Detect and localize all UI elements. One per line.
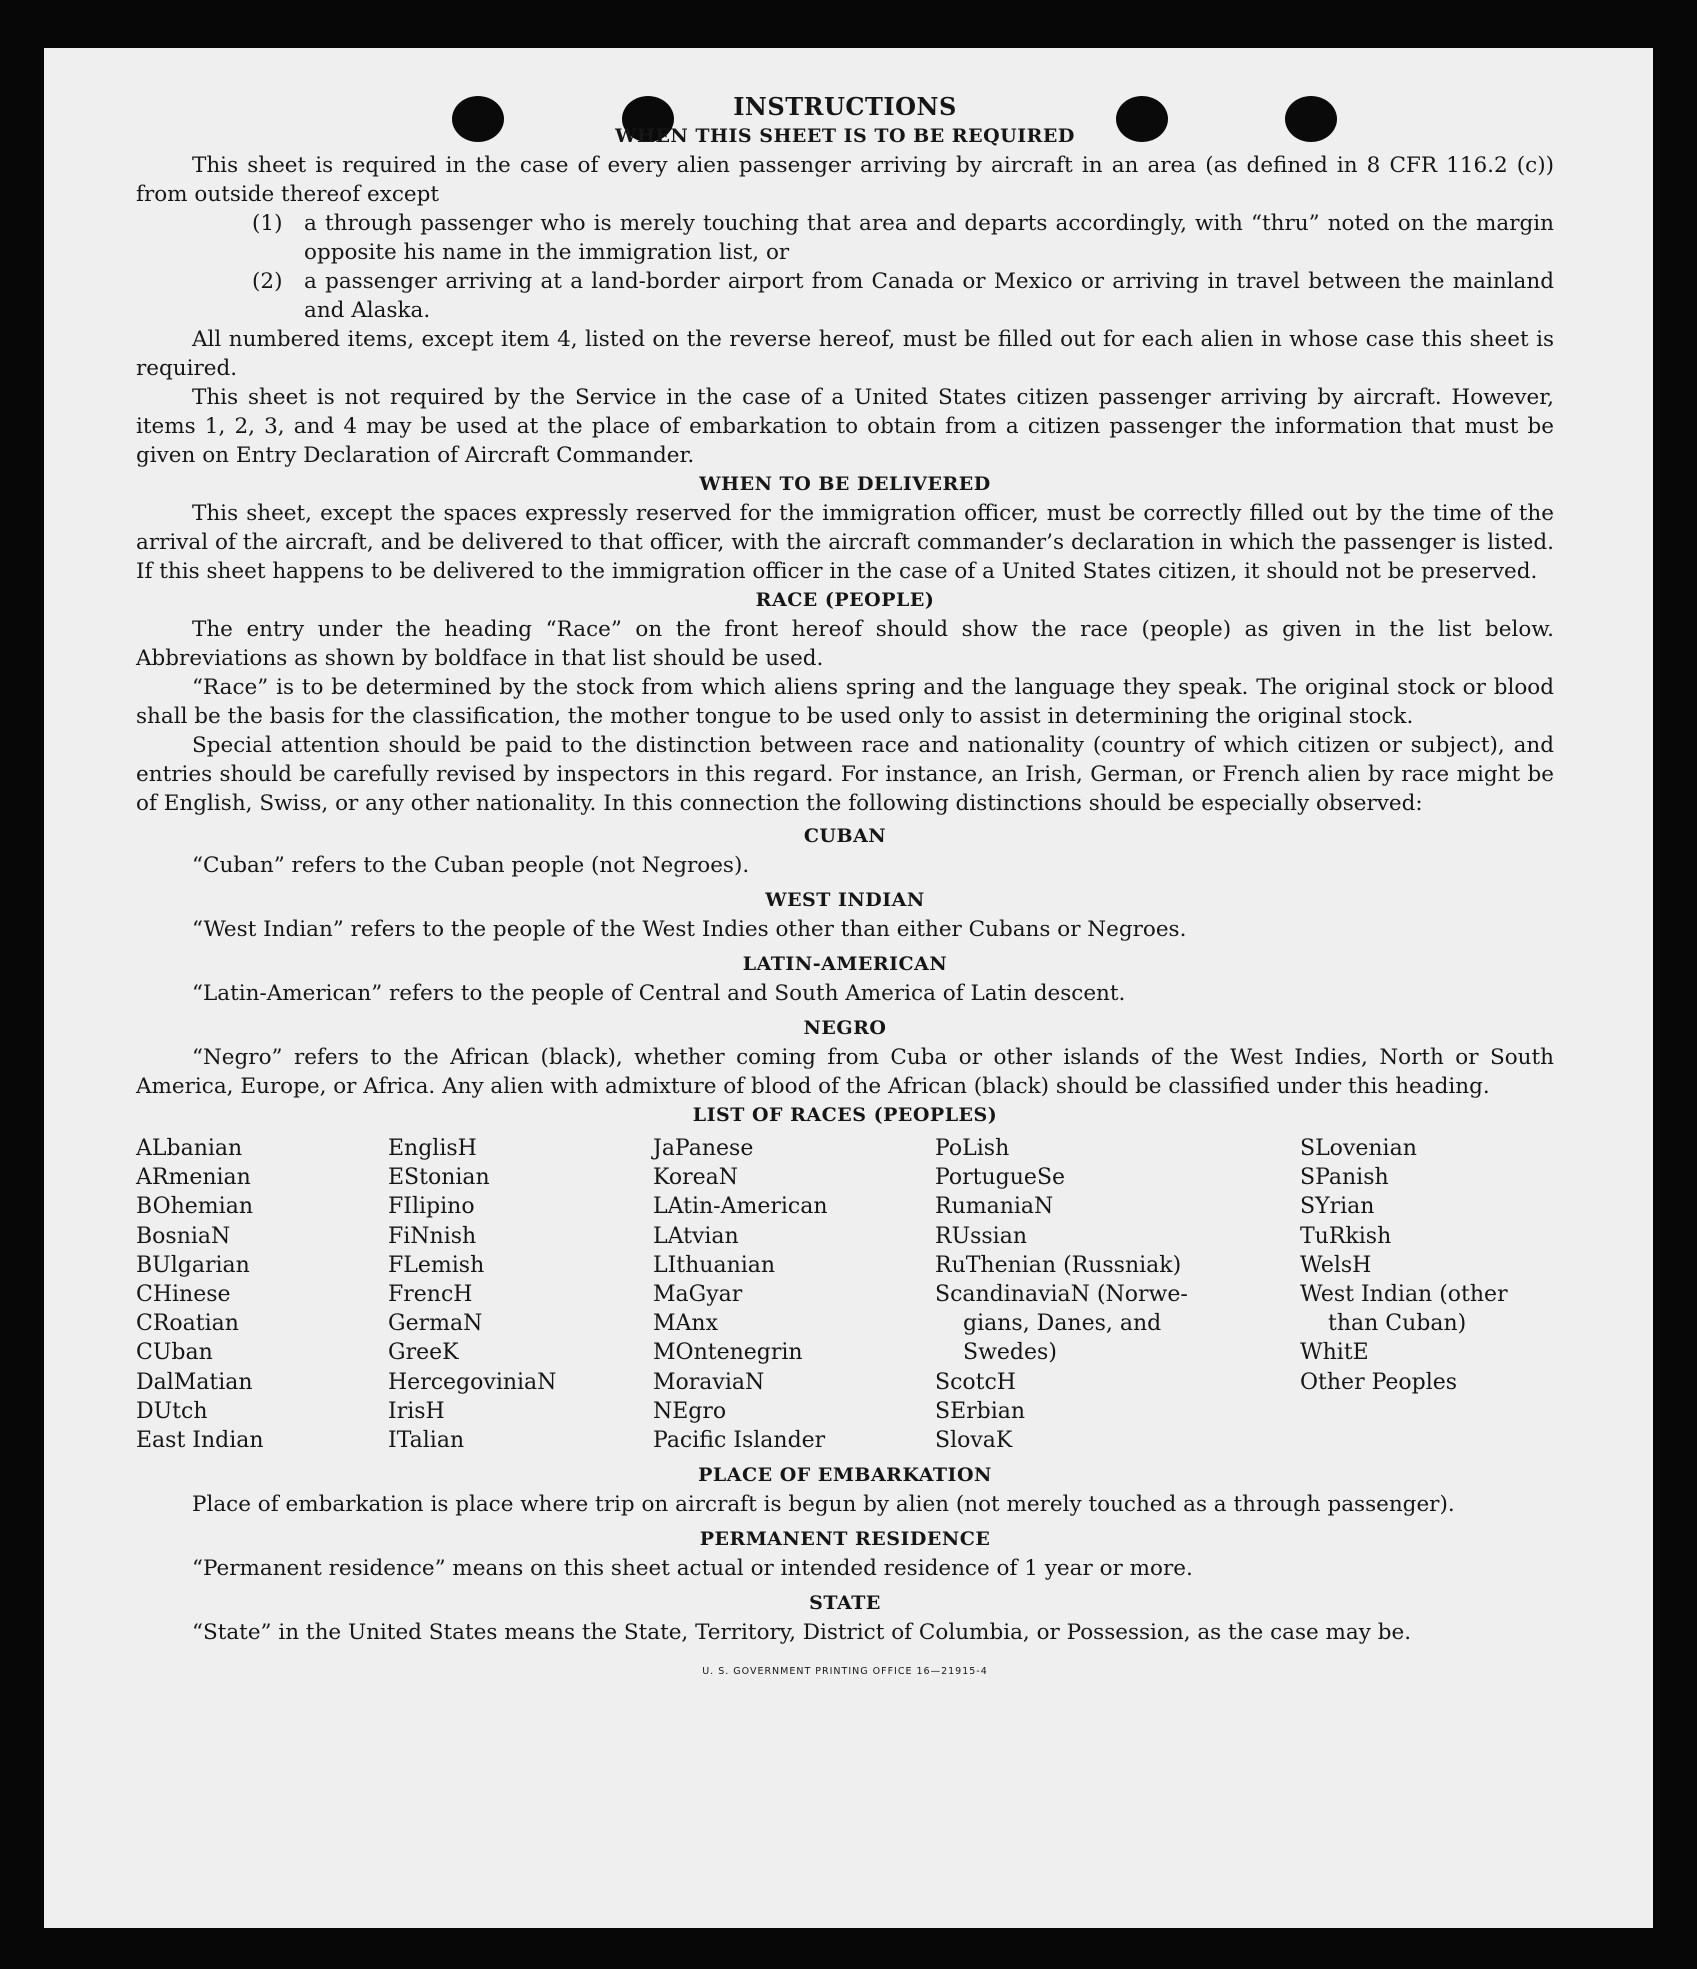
section-heading: PLACE OF EMBARKATION — [698, 1464, 992, 1487]
race-entry: SlovaK — [935, 1428, 1013, 1454]
paragraph: “Race” is to be determined by the stock from which aliens spring and the language they speak. The original stock or blood shall be the basis for the classification, the mother tongue to be used only to assist in determining the original stock. — [136, 675, 1554, 729]
race-entry: Swedes) — [963, 1340, 1057, 1366]
race-entry: HercegoviniaN — [388, 1369, 557, 1395]
section-heading: WHEN TO BE DELIVERED — [699, 473, 991, 495]
paragraph: Place of embarkation is place where trip on aircraft is begun by alien (not merely touched as a through passenger). — [192, 1492, 1455, 1518]
race-entry: ARmenian — [136, 1165, 251, 1191]
race-entry: WelsH — [1300, 1252, 1372, 1278]
race-entry: MAnx — [653, 1311, 718, 1337]
page-title: INSTRUCTIONS — [733, 92, 957, 121]
section-heading: RACE (PEOPLE) — [755, 589, 935, 611]
race-entry: West Indian (other — [1300, 1282, 1508, 1308]
races-column — [935, 1134, 1300, 1455]
race-entry: JaPanese — [653, 1136, 754, 1161]
race-entry: IrisH — [388, 1398, 445, 1424]
race-entry: LAtvian — [653, 1223, 739, 1249]
document-body — [136, 92, 1554, 1686]
races-column — [653, 1134, 935, 1455]
race-entry: MoraviaN — [653, 1369, 765, 1395]
races-column — [388, 1134, 653, 1455]
race-entry: CHinese — [136, 1282, 231, 1308]
paragraph: “Latin-American” refers to the people of Central and South America of Latin descent. — [192, 981, 1126, 1006]
paragraph: All numbered items, except item 4, listed on the reverse hereof, must be filled out for each alien in whose case this sheet is required. — [136, 327, 1554, 381]
section-heading: STATE — [809, 1592, 881, 1615]
race-entry: FrencH — [388, 1282, 473, 1308]
section-heading: NEGRO — [803, 1017, 887, 1039]
race-entry: gians, Danes, and — [963, 1311, 1162, 1337]
race-entry: SPanish — [1300, 1165, 1389, 1191]
race-entry: SLovenian — [1300, 1136, 1417, 1161]
race-entry: RuThenian (Russniak) — [935, 1252, 1182, 1278]
race-entry: DUtch — [136, 1398, 208, 1424]
section-heading: LIST OF RACES (PEOPLES) — [692, 1104, 998, 1126]
race-entry: ITalian — [388, 1428, 465, 1454]
paragraph: “Negro” refers to the African (black), whether coming from Cuba or other islands of the West Indies, North or South America, Europe, or Africa. Any alien with admixture of blood of the African (black) should be classified under this heading. — [136, 1045, 1554, 1099]
races-column — [136, 1134, 388, 1455]
race-entry: EStonian — [388, 1165, 490, 1191]
race-entry: than Cuban) — [1328, 1311, 1467, 1337]
race-entry: GermaN — [388, 1311, 483, 1337]
race-entry: Pacific Islander — [653, 1428, 826, 1454]
list-item — [136, 209, 1554, 267]
paragraph: “West Indian” refers to the people of the West Indies other than either Cubans or Negroes. — [192, 917, 1187, 942]
race-entry: TuRkish — [1300, 1223, 1392, 1249]
race-entry: ScotcH — [935, 1369, 1016, 1395]
race-entry: GreeK — [388, 1340, 459, 1366]
paragraph: “Cuban” refers to the Cuban people (not Negroes). — [192, 853, 750, 878]
race-entry: MOntenegrin — [653, 1340, 803, 1366]
item-text: a through passenger who is merely touching that area and departs accordingly, with “thru” noted on the margin opposite his name in the immigration list, or — [304, 211, 1554, 265]
race-entry: PortugueSe — [935, 1165, 1066, 1191]
item-number: (2) — [252, 269, 283, 294]
race-entry: RUssian — [935, 1223, 1028, 1249]
item-number: (1) — [252, 211, 283, 236]
section-heading: WHEN THIS SHEET IS TO BE REQUIRED — [615, 125, 1075, 147]
paragraph: Special attention should be paid to the distinction between race and nationality (country of which citizen or subject), and entries should be carefully revised by inspectors in this regard. For instance, an Irish, German, or French alien by race might be of English, Swiss, or any other nationality. In this connection the following distinctions should be especially observed: — [136, 733, 1554, 816]
race-entry: LIthuanian — [653, 1252, 776, 1278]
race-entry: East Indian — [136, 1428, 264, 1454]
race-entry: FIlipino — [388, 1194, 475, 1220]
section-heading: LATIN-AMERICAN — [742, 953, 948, 975]
race-entry: KoreaN — [653, 1165, 738, 1191]
races-column — [1300, 1134, 1554, 1455]
race-entry: SYrian — [1300, 1194, 1375, 1220]
section-heading: WEST INDIAN — [765, 889, 925, 911]
race-entry: WhitE — [1300, 1340, 1369, 1366]
race-entry: FLemish — [388, 1252, 485, 1278]
item-text: a passenger arriving at a land-border airport from Canada or Mexico or arriving in travel between the mainland and Alaska. — [304, 269, 1554, 323]
race-entry: BUlgarian — [136, 1252, 250, 1278]
list-item — [136, 267, 1554, 325]
paragraph: “Permanent residence” means on this sheet actual or intended residence of 1 year or more. — [192, 1556, 1193, 1582]
race-entry: ScandinaviaN (Norwe- — [935, 1282, 1188, 1308]
race-entry: DalMatian — [136, 1369, 253, 1395]
paragraph: This sheet is not required by the Service in the case of a United States citizen passenger arriving by aircraft. However, items 1, 2, 3, and 4 may be used at the place of embarkation to obtain from a citizen passenger the information that must be given on Entry Declaration of Aircraft Commander. — [136, 385, 1554, 468]
section-heading: PERMANENT RESIDENCE — [699, 1528, 991, 1551]
race-entry: Other Peoples — [1300, 1369, 1458, 1395]
printer-imprint: U. S. GOVERNMENT PRINTING OFFICE 16—21915-4 — [702, 1666, 988, 1678]
race-entry: PoLish — [935, 1136, 1010, 1161]
paragraph: The entry under the heading “Race” on the front hereof should show the race (people) as given in the list below. Abbreviations as shown by boldface in that list should be used. — [136, 617, 1554, 671]
document-sheet — [44, 48, 1653, 1928]
race-entry: CUban — [136, 1340, 213, 1366]
paragraph: “State” in the United States means the State, Territory, District of Columbia, or Possession, as the case may be. — [192, 1620, 1412, 1646]
race-entry: BosniaN — [136, 1223, 231, 1249]
race-entry: BOhemian — [136, 1194, 253, 1220]
paragraph: This sheet, except the spaces expressly reserved for the immigration officer, must be correctly filled out by the time of the arrival of the aircraft, and be delivered to that officer, with the aircraft commander’s declaration in which the passenger is listed. If this sheet happens to be delivered to the immigration officer in the case of a United States citizen, it should not be preserved. — [136, 501, 1554, 584]
race-entry: LAtin-American — [653, 1194, 828, 1220]
race-entry: CRoatian — [136, 1311, 239, 1337]
race-entry: SErbian — [935, 1398, 1026, 1424]
section-heading: CUBAN — [803, 825, 887, 847]
race-entry: MaGyar — [653, 1282, 743, 1308]
race-entry: EnglisH — [388, 1136, 477, 1161]
race-entry: RumaniaN — [935, 1194, 1054, 1220]
race-entry: ALbanian — [136, 1136, 243, 1161]
race-entry: FiNnish — [388, 1223, 477, 1249]
race-entry: NEgro — [653, 1398, 727, 1424]
paragraph: This sheet is required in the case of every alien passenger arriving by aircraft in an area (as defined in 8 CFR 116.2 (c)) from outside thereof except — [136, 153, 1554, 207]
races-list — [136, 1134, 1554, 1455]
